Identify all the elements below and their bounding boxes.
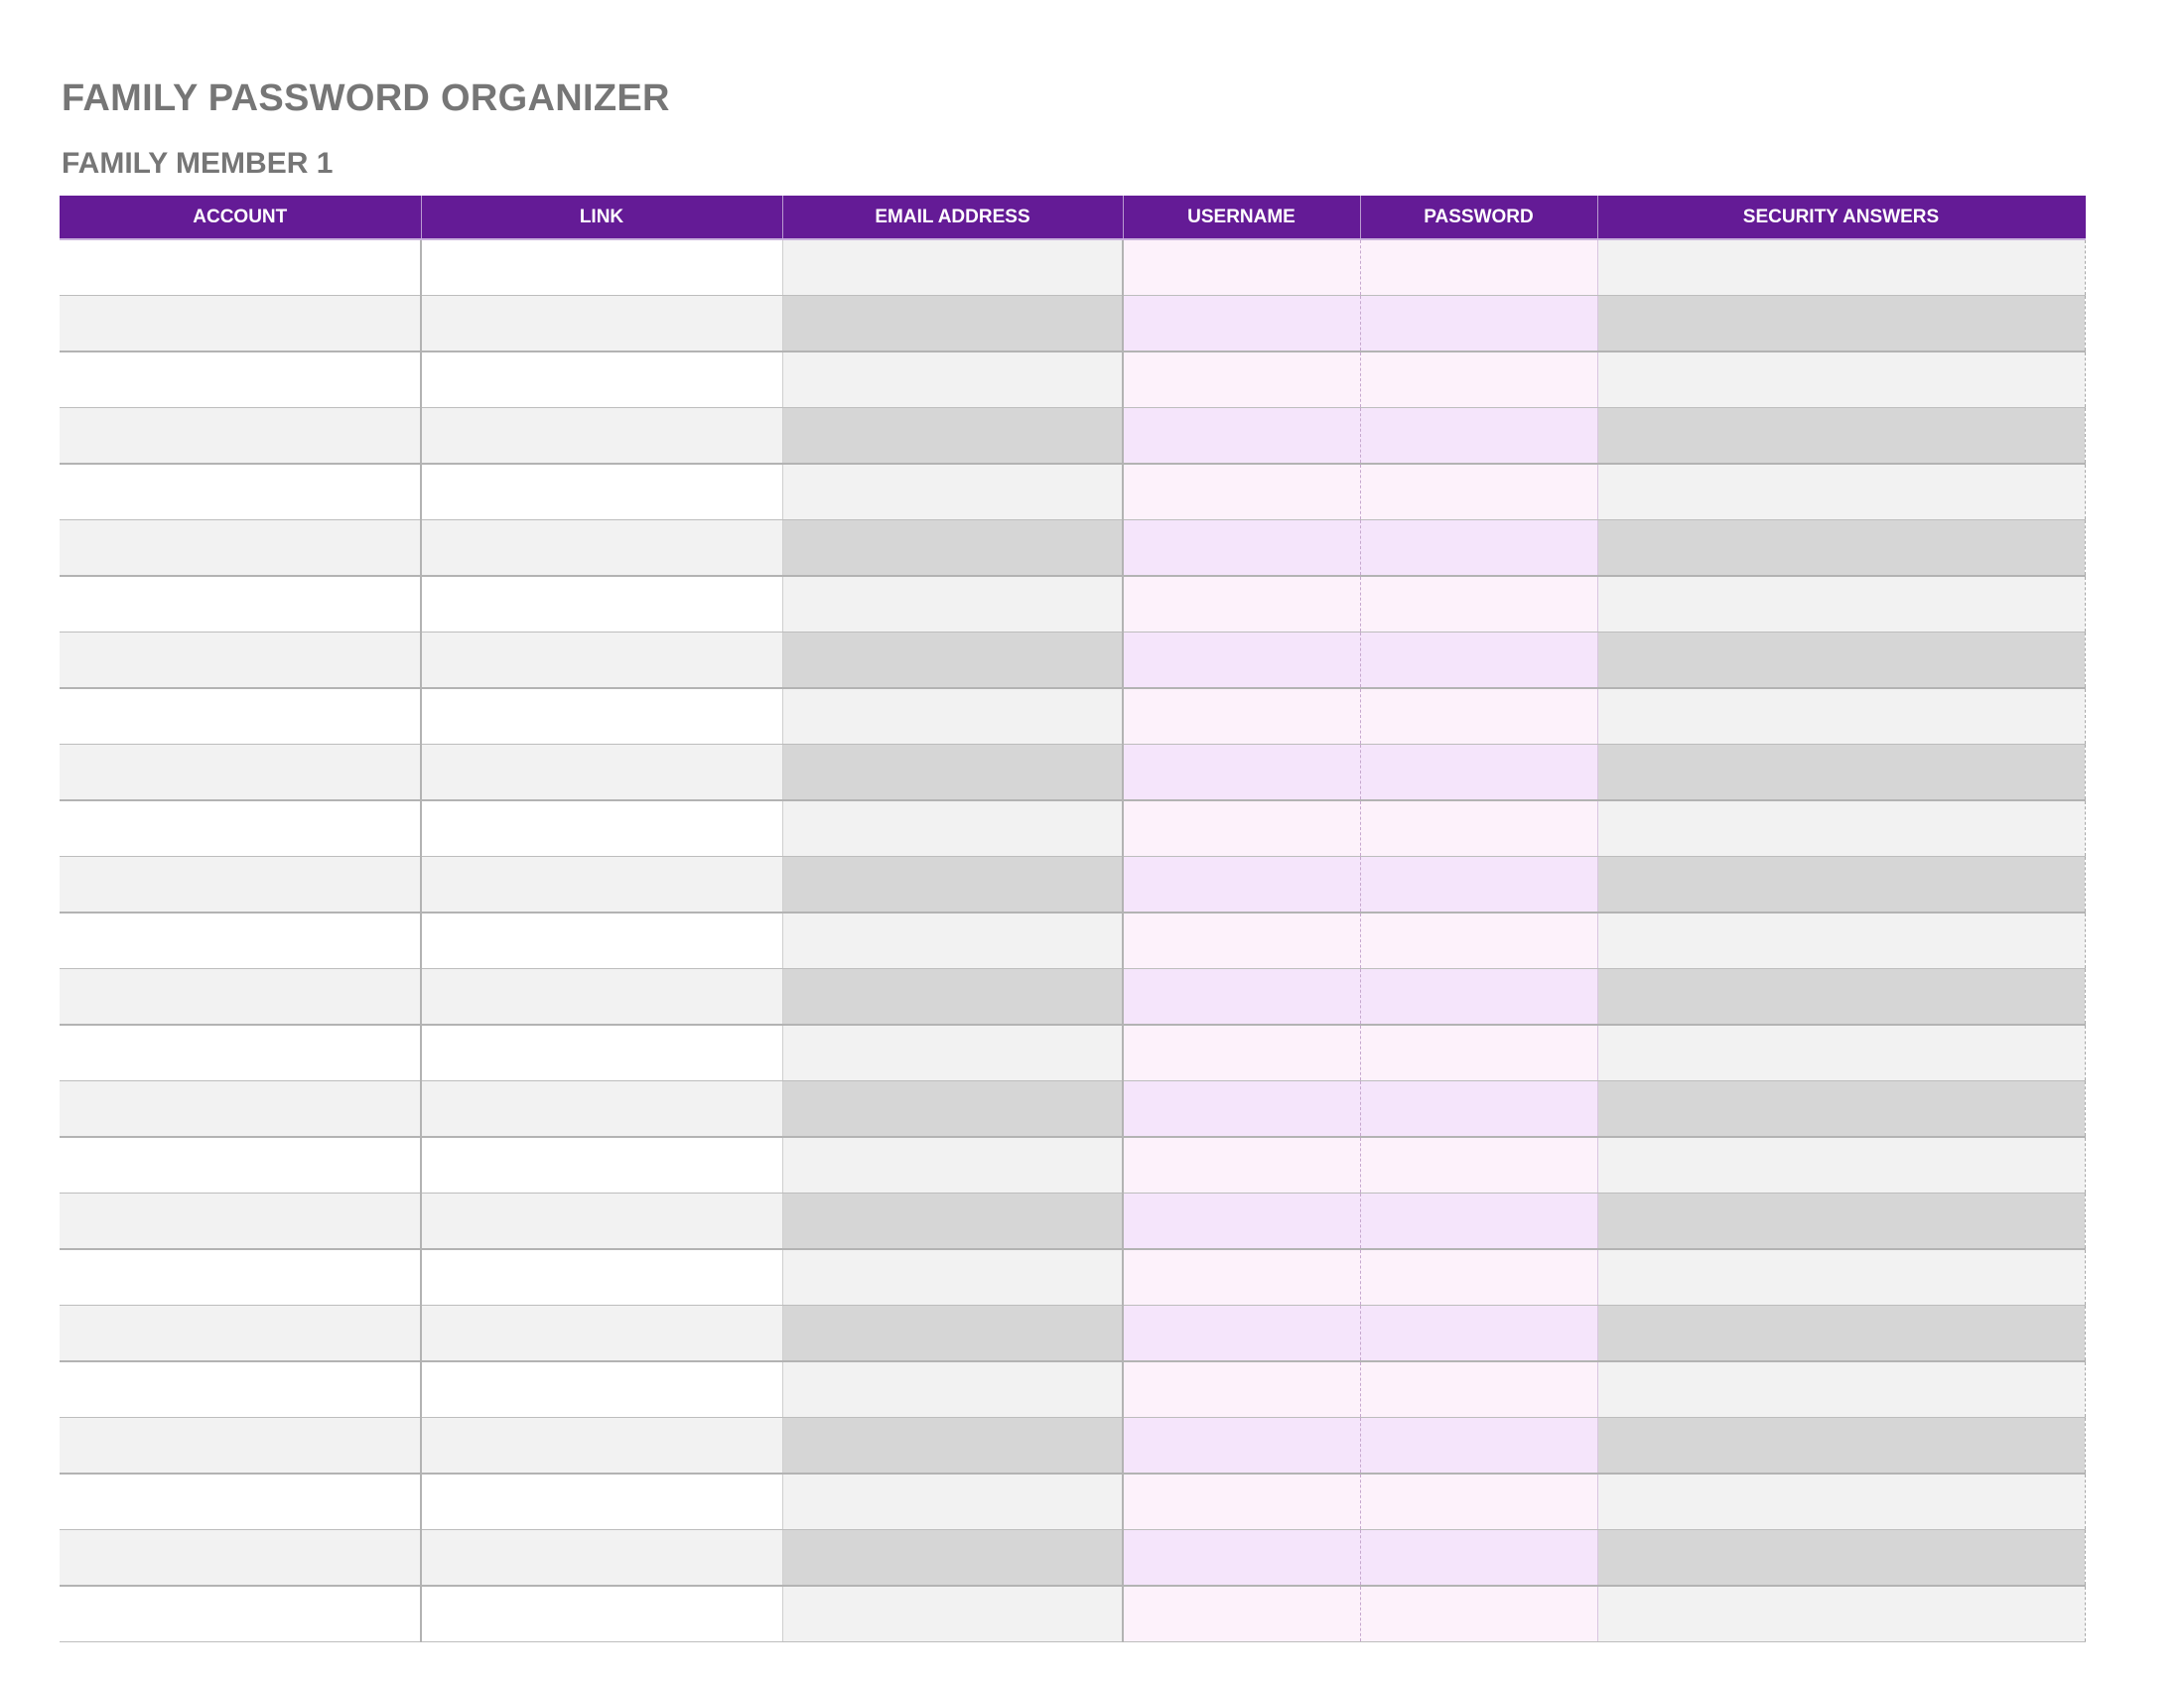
cell-security[interactable] — [1597, 1081, 2085, 1138]
cell-password[interactable] — [1360, 1530, 1597, 1587]
cell-security[interactable] — [1597, 1137, 2085, 1194]
cell-email[interactable] — [782, 408, 1123, 465]
cell-email[interactable] — [782, 296, 1123, 352]
cell-link[interactable] — [421, 969, 782, 1026]
section-title: FAMILY MEMBER 1 — [62, 147, 334, 180]
cell-security[interactable] — [1597, 576, 2085, 633]
cell-link[interactable] — [421, 1586, 782, 1642]
table-body — [60, 239, 2085, 1642]
cell-username[interactable] — [1123, 1249, 1360, 1306]
cell-account[interactable] — [60, 1306, 421, 1362]
cell-link[interactable] — [421, 745, 782, 801]
cell-username[interactable] — [1123, 1418, 1360, 1475]
cell-email[interactable] — [782, 464, 1123, 520]
cell-security[interactable] — [1597, 1474, 2085, 1530]
table-row — [60, 464, 2085, 520]
cell-username[interactable] — [1123, 1137, 1360, 1194]
cell-password[interactable] — [1360, 745, 1597, 801]
cell-password[interactable] — [1360, 1474, 1597, 1530]
cell-username[interactable] — [1123, 688, 1360, 745]
cell-link[interactable] — [421, 800, 782, 857]
cell-email[interactable] — [782, 1249, 1123, 1306]
cell-link[interactable] — [421, 633, 782, 689]
cell-account[interactable] — [60, 633, 421, 689]
cell-link[interactable] — [421, 1418, 782, 1475]
cell-account[interactable] — [60, 688, 421, 745]
cell-account[interactable] — [60, 913, 421, 969]
cell-email[interactable] — [782, 1586, 1123, 1642]
cell-email[interactable] — [782, 857, 1123, 914]
cell-username[interactable] — [1123, 239, 1360, 296]
cell-security[interactable] — [1597, 1194, 2085, 1250]
cell-username[interactable] — [1123, 296, 1360, 352]
cell-account[interactable] — [60, 1418, 421, 1475]
cell-username[interactable] — [1123, 633, 1360, 689]
cell-account[interactable] — [60, 352, 421, 408]
cell-password[interactable] — [1360, 296, 1597, 352]
cell-account[interactable] — [60, 1194, 421, 1250]
table-row — [60, 913, 2085, 969]
table-row — [60, 688, 2085, 745]
cell-link[interactable] — [421, 1530, 782, 1587]
table-row — [60, 969, 2085, 1026]
cell-account[interactable] — [60, 239, 421, 296]
cell-username[interactable] — [1123, 1530, 1360, 1587]
cell-link[interactable] — [421, 408, 782, 465]
cell-security[interactable] — [1597, 633, 2085, 689]
cell-username[interactable] — [1123, 1474, 1360, 1530]
cell-username[interactable] — [1123, 1081, 1360, 1138]
cell-security[interactable] — [1597, 1361, 2085, 1418]
cell-username[interactable] — [1123, 1586, 1360, 1642]
cell-security[interactable] — [1597, 745, 2085, 801]
cell-link[interactable] — [421, 1474, 782, 1530]
cell-account[interactable] — [60, 576, 421, 633]
table-row — [60, 1194, 2085, 1250]
cell-password[interactable] — [1360, 1418, 1597, 1475]
table-row — [60, 352, 2085, 408]
cell-security[interactable] — [1597, 408, 2085, 465]
cell-email[interactable] — [782, 688, 1123, 745]
cell-email[interactable] — [782, 745, 1123, 801]
page-title: FAMILY PASSWORD ORGANIZER — [62, 77, 670, 119]
column-header-email-address: EMAIL ADDRESS — [782, 196, 1123, 239]
table-row — [60, 1306, 2085, 1362]
table-row — [60, 1361, 2085, 1418]
column-header-security-answers: SECURITY ANSWERS — [1597, 196, 2085, 239]
cell-username[interactable] — [1123, 408, 1360, 465]
cell-email[interactable] — [782, 1530, 1123, 1587]
cell-email[interactable] — [782, 800, 1123, 857]
cell-username[interactable] — [1123, 745, 1360, 801]
column-header-username: USERNAME — [1123, 196, 1360, 239]
column-header-password: PASSWORD — [1360, 196, 1597, 239]
cell-username[interactable] — [1123, 1306, 1360, 1362]
cell-password[interactable] — [1360, 1025, 1597, 1081]
cell-link[interactable] — [421, 1249, 782, 1306]
table-row — [60, 857, 2085, 914]
cell-link[interactable] — [421, 296, 782, 352]
cell-email[interactable] — [782, 239, 1123, 296]
cell-username[interactable] — [1123, 857, 1360, 914]
table-row — [60, 1530, 2085, 1587]
cell-link[interactable] — [421, 520, 782, 577]
cell-email[interactable] — [782, 913, 1123, 969]
cell-password[interactable] — [1360, 1249, 1597, 1306]
cell-security[interactable] — [1597, 520, 2085, 577]
cell-username[interactable] — [1123, 913, 1360, 969]
cell-link[interactable] — [421, 464, 782, 520]
cell-password[interactable] — [1360, 1194, 1597, 1250]
cell-account[interactable] — [60, 1081, 421, 1138]
cell-account[interactable] — [60, 296, 421, 352]
table-row — [60, 745, 2085, 801]
cell-password[interactable] — [1360, 1081, 1597, 1138]
cell-security[interactable] — [1597, 1530, 2085, 1587]
cell-email[interactable] — [782, 352, 1123, 408]
table-row — [60, 1418, 2085, 1475]
cell-security[interactable] — [1597, 1418, 2085, 1475]
table-row — [60, 520, 2085, 577]
cell-password[interactable] — [1360, 1361, 1597, 1418]
cell-username[interactable] — [1123, 1361, 1360, 1418]
cell-security[interactable] — [1597, 1586, 2085, 1642]
cell-account[interactable] — [60, 1361, 421, 1418]
cell-link[interactable] — [421, 1081, 782, 1138]
cell-username[interactable] — [1123, 1025, 1360, 1081]
cell-link[interactable] — [421, 1025, 782, 1081]
cell-security[interactable] — [1597, 464, 2085, 520]
cell-email[interactable] — [782, 1137, 1123, 1194]
cell-security[interactable] — [1597, 296, 2085, 352]
cell-password[interactable] — [1360, 1586, 1597, 1642]
table-row — [60, 1474, 2085, 1530]
table-row — [60, 800, 2085, 857]
table-row — [60, 1586, 2085, 1642]
cell-security[interactable] — [1597, 1025, 2085, 1081]
cell-password[interactable] — [1360, 857, 1597, 914]
cell-account[interactable] — [60, 800, 421, 857]
table-row — [60, 1137, 2085, 1194]
cell-link[interactable] — [421, 913, 782, 969]
cell-link[interactable] — [421, 1306, 782, 1362]
cell-security[interactable] — [1597, 857, 2085, 914]
password-table — [60, 196, 2086, 1642]
column-header-link: LINK — [421, 196, 782, 239]
table-row — [60, 408, 2085, 465]
cell-security[interactable] — [1597, 969, 2085, 1026]
table-row — [60, 296, 2085, 352]
cell-email[interactable] — [782, 520, 1123, 577]
table-row — [60, 576, 2085, 633]
table-row — [60, 239, 2085, 296]
cell-link[interactable] — [421, 857, 782, 914]
cell-username[interactable] — [1123, 520, 1360, 577]
cell-password[interactable] — [1360, 1137, 1597, 1194]
cell-account[interactable] — [60, 1025, 421, 1081]
cell-email[interactable] — [782, 969, 1123, 1026]
cell-password[interactable] — [1360, 520, 1597, 577]
cell-link[interactable] — [421, 1137, 782, 1194]
cell-email[interactable] — [782, 1361, 1123, 1418]
cell-security[interactable] — [1597, 688, 2085, 745]
cell-link[interactable] — [421, 352, 782, 408]
cell-password[interactable] — [1360, 969, 1597, 1026]
cell-email[interactable] — [782, 1081, 1123, 1138]
cell-security[interactable] — [1597, 800, 2085, 857]
cell-security[interactable] — [1597, 913, 2085, 969]
cell-link[interactable] — [421, 239, 782, 296]
cell-email[interactable] — [782, 576, 1123, 633]
cell-security[interactable] — [1597, 352, 2085, 408]
cell-username[interactable] — [1123, 576, 1360, 633]
cell-email[interactable] — [782, 1306, 1123, 1362]
cell-link[interactable] — [421, 1194, 782, 1250]
cell-security[interactable] — [1597, 1306, 2085, 1362]
cell-link[interactable] — [421, 576, 782, 633]
column-header-account: ACCOUNT — [60, 196, 421, 239]
cell-link[interactable] — [421, 688, 782, 745]
cell-account[interactable] — [60, 857, 421, 914]
table-header-row — [60, 196, 2085, 239]
cell-account[interactable] — [60, 1137, 421, 1194]
cell-password[interactable] — [1360, 1306, 1597, 1362]
cell-account[interactable] — [60, 1586, 421, 1642]
cell-username[interactable] — [1123, 464, 1360, 520]
cell-email[interactable] — [782, 1194, 1123, 1250]
cell-account[interactable] — [60, 969, 421, 1026]
cell-password[interactable] — [1360, 464, 1597, 520]
cell-email[interactable] — [782, 1418, 1123, 1475]
cell-account[interactable] — [60, 745, 421, 801]
cell-username[interactable] — [1123, 1194, 1360, 1250]
cell-email[interactable] — [782, 1474, 1123, 1530]
cell-security[interactable] — [1597, 239, 2085, 296]
cell-password[interactable] — [1360, 408, 1597, 465]
cell-account[interactable] — [60, 464, 421, 520]
cell-password[interactable] — [1360, 800, 1597, 857]
table-row — [60, 1081, 2085, 1138]
cell-password[interactable] — [1360, 576, 1597, 633]
cell-link[interactable] — [421, 1361, 782, 1418]
cell-security[interactable] — [1597, 1249, 2085, 1306]
cell-email[interactable] — [782, 1025, 1123, 1081]
cell-username[interactable] — [1123, 800, 1360, 857]
table-row — [60, 633, 2085, 689]
cell-password[interactable] — [1360, 352, 1597, 408]
cell-password[interactable] — [1360, 913, 1597, 969]
cell-password[interactable] — [1360, 688, 1597, 745]
table-row — [60, 1025, 2085, 1081]
table-row — [60, 1249, 2085, 1306]
cell-password[interactable] — [1360, 633, 1597, 689]
cell-password[interactable] — [1360, 239, 1597, 296]
cell-account[interactable] — [60, 1249, 421, 1306]
cell-account[interactable] — [60, 520, 421, 577]
cell-username[interactable] — [1123, 969, 1360, 1026]
cell-account[interactable] — [60, 1530, 421, 1587]
cell-email[interactable] — [782, 633, 1123, 689]
cell-account[interactable] — [60, 408, 421, 465]
cell-account[interactable] — [60, 1474, 421, 1530]
cell-username[interactable] — [1123, 352, 1360, 408]
